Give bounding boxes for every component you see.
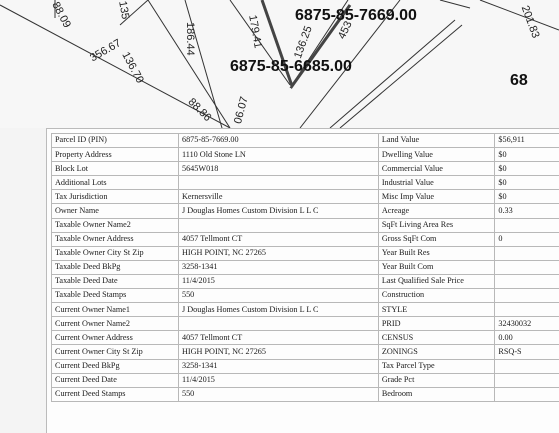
field-value: 1110 Old Stone LN (178, 148, 378, 162)
map-label-8: 356.67 (88, 37, 123, 64)
field-label: Taxable Deed BkPg (52, 260, 179, 274)
table-row (52, 232, 559, 246)
field-value: 550 (178, 289, 378, 303)
field-label: Gross SqFt Com (378, 232, 495, 246)
map-label-7: 201.83 (519, 4, 542, 40)
field-label: Parcel ID (PIN) (52, 134, 179, 148)
table-row (52, 204, 559, 218)
table-row (52, 218, 559, 232)
field-value: 11/4/2015 (178, 274, 378, 288)
parcel-map (0, 0, 559, 128)
field-label: Taxable Owner Name2 (52, 218, 179, 232)
field-label: Tax Jurisdiction (52, 190, 179, 204)
field-value: J Douglas Homes Custom Division L L C (178, 303, 378, 317)
field-label: Tax Parcel Type (378, 359, 495, 373)
field-label: Construction (378, 289, 495, 303)
field-value: 0.33 (495, 204, 559, 218)
field-value (495, 218, 559, 232)
field-value (495, 289, 559, 303)
field-label: Current Owner Name1 (52, 303, 179, 317)
parcel-record-card (46, 128, 559, 433)
field-value: 4057 Tellmont CT (178, 331, 378, 345)
table-row (52, 190, 559, 204)
field-value: $56,911 (495, 134, 559, 148)
table-row (52, 260, 559, 274)
field-label: Last Qualified Sale Price (378, 274, 495, 288)
map-label-9: 136.70 (119, 50, 145, 85)
field-label: Block Lot (52, 162, 179, 176)
field-value (495, 260, 559, 274)
parcel-number-partial: 68 (510, 72, 528, 90)
field-label: Owner Name (52, 204, 179, 218)
field-label: Property Address (52, 148, 179, 162)
field-label: STYLE (378, 303, 495, 317)
field-label: Current Deed Date (52, 373, 179, 387)
field-value (178, 176, 378, 190)
field-label: SqFt Living Area Res (378, 218, 495, 232)
field-value: 5645W018 (178, 162, 378, 176)
field-value: 4057 Tellmont CT (178, 232, 378, 246)
field-label: Bedroom (378, 387, 495, 401)
field-label: Taxable Owner Address (52, 232, 179, 246)
field-value: HIGH POINT, NC 27265 (178, 345, 378, 359)
field-value: $0 (495, 190, 559, 204)
table-row (52, 359, 559, 373)
table-row (52, 317, 559, 331)
table-row (52, 331, 559, 345)
field-value (495, 274, 559, 288)
table-row (52, 162, 559, 176)
table-row (52, 176, 559, 190)
map-label-4: 179.41 (246, 14, 264, 49)
field-value: 0.00 (495, 331, 559, 345)
field-label: Year Built Com (378, 260, 495, 274)
field-label: Taxable Deed Stamps (52, 289, 179, 303)
table-row (52, 303, 559, 317)
field-value: HIGH POINT, NC 27265 (178, 246, 378, 260)
table-row (52, 387, 559, 401)
field-value: RSQ-S (495, 345, 559, 359)
field-value (495, 373, 559, 387)
field-value (495, 246, 559, 260)
field-label: Current Deed BkPg (52, 359, 179, 373)
field-label: Misc Imp Value (378, 190, 495, 204)
field-label: Year Built Res (378, 246, 495, 260)
table-row (52, 134, 559, 148)
table-row (52, 148, 559, 162)
field-label: Acreage (378, 204, 495, 218)
field-label: Taxable Owner City St Zip (52, 246, 179, 260)
table-row (52, 373, 559, 387)
field-label: Industrial Value (378, 176, 495, 190)
field-value: 32430032 (495, 317, 559, 331)
field-label: Current Owner City St Zip (52, 345, 179, 359)
field-value: 3258-1341 (178, 260, 378, 274)
field-label: Additional Lots (52, 176, 179, 190)
field-value: 0 (495, 232, 559, 246)
field-value (178, 317, 378, 331)
parcel-number-neighbor: 6875-85-6685.00 (230, 58, 352, 76)
field-label: Land Value (378, 134, 495, 148)
field-value (495, 303, 559, 317)
field-label: Dwelling Value (378, 148, 495, 162)
table-row (52, 345, 559, 359)
field-label: Commercial Value (378, 162, 495, 176)
field-value: 550 (178, 387, 378, 401)
field-value (495, 359, 559, 373)
field-value: $0 (495, 162, 559, 176)
parcel-record-body (52, 134, 559, 402)
field-value (178, 218, 378, 232)
map-label-6: 453 (336, 19, 355, 41)
field-value: J Douglas Homes Custom Division L L C (178, 204, 378, 218)
field-value: 11/4/2015 (178, 373, 378, 387)
field-value: Kernersville (178, 190, 378, 204)
field-value: $0 (495, 176, 559, 190)
field-value: 3258-1341 (178, 359, 378, 373)
parcel-record-table (51, 133, 559, 402)
field-value: $0 (495, 148, 559, 162)
field-label: Current Deed Stamps (52, 387, 179, 401)
table-row (52, 274, 559, 288)
map-label-11: 06.07 (232, 95, 251, 125)
table-row (52, 289, 559, 303)
field-label: Current Owner Address (52, 331, 179, 345)
field-label: Taxable Deed Date (52, 274, 179, 288)
table-row (52, 246, 559, 260)
field-value: 6875-85-7669.00 (178, 134, 378, 148)
field-value (495, 387, 559, 401)
field-label: PRID (378, 317, 495, 331)
map-label-10: 88.86 (186, 96, 214, 124)
map-label-1: 88.09 (49, 0, 73, 30)
parcel-number-primary: 6875-85-7669.00 (295, 7, 417, 25)
map-label-5: 136.25 (292, 24, 315, 60)
field-label: ZONINGS (378, 345, 495, 359)
field-label: CENSUS (378, 331, 495, 345)
field-label: Current Owner Name2 (52, 317, 179, 331)
map-label-2: 135 (116, 0, 131, 20)
map-label-3: 186.44 (184, 22, 196, 56)
field-label: Grade Pct (378, 373, 495, 387)
